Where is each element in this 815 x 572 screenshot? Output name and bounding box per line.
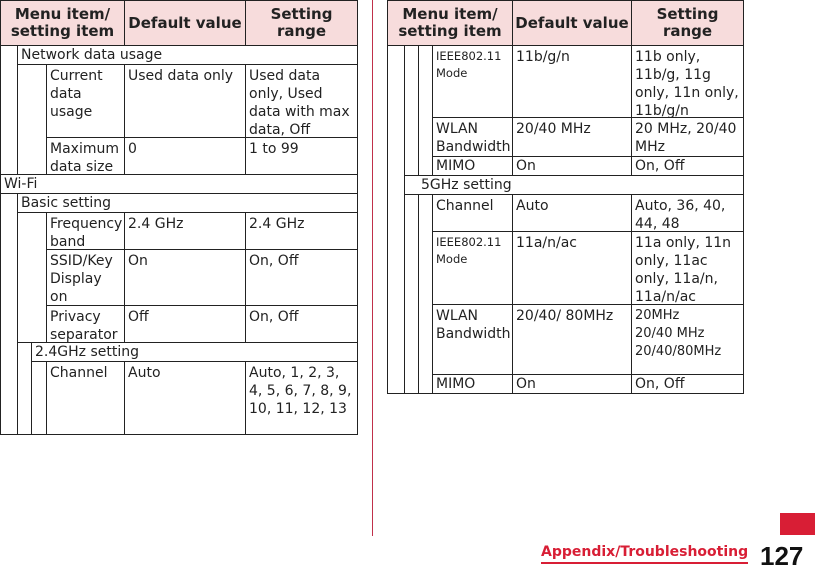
indent-cell: [418, 194, 433, 394]
group-basic-setting: Basic setting: [17, 193, 358, 213]
default-ieee-mode-24ghz: 11b/g/n: [512, 45, 632, 118]
range-wlan-bandwidth-5ghz: [631, 304, 744, 375]
item-ieee-mode-24ghz: IEEE802.11 Mode: [432, 45, 513, 118]
item-privacy-separator: Privacy separator: [46, 305, 125, 343]
range-ieee-mode-5ghz: 11a only, 11n only, 11ac only, 11a/n, 11a/n/ac: [631, 231, 744, 305]
item-current-data-usage: Current data usage: [46, 64, 125, 138]
header-setting-range: Setting range: [245, 0, 358, 46]
indent-cell: [387, 45, 405, 394]
indent-cell: [17, 212, 47, 343]
range-mimo-5ghz: On, Off: [631, 374, 744, 394]
range-ssid-key-display: On, Off: [245, 249, 358, 306]
indent-cell: [404, 45, 419, 176]
default-channel-5ghz: Auto: [512, 194, 632, 232]
range-ieee-mode-24ghz: 11b only, 11b/g, 11g only, 11n only, 11b/g/n: [631, 45, 744, 118]
range-channel-24ghz: Auto, 1, 2, 3, 4, 5, 6, 7, 8, 9, 10, 11, 12, 13: [245, 361, 358, 435]
indent-cell: [404, 194, 419, 394]
item-channel-5ghz: Channel: [432, 194, 513, 232]
range-line: 20MHz: [635, 308, 680, 323]
indent-cell: [0, 193, 18, 435]
header-menu-item: Menu item/ setting item: [387, 0, 513, 46]
item-mimo-5ghz: MIMO: [432, 374, 513, 394]
range-maximum-data-size: 1 to 99: [245, 137, 358, 175]
range-current-data-usage: Used data only, Used data with max data, Off: [245, 64, 358, 138]
header-default-value: Default value: [512, 0, 632, 46]
section-label: Appendix/Troubleshooting: [541, 544, 748, 564]
indent-cell: [31, 361, 47, 435]
default-mimo-5ghz: On: [512, 374, 632, 394]
chapter-tab: [780, 513, 815, 535]
item-wlan-bandwidth-5ghz: WLAN Bandwidth: [432, 304, 513, 375]
indent-cell: [0, 45, 18, 175]
indent-cell: [17, 342, 32, 435]
indent-cell: [17, 64, 47, 175]
item-mimo-24ghz: MIMO: [432, 156, 513, 176]
item-ieee-mode-5ghz: IEEE802.11 Mode: [432, 231, 513, 305]
header-setting-range: Setting range: [631, 0, 744, 46]
page-number: 127: [760, 541, 804, 571]
default-frequency-band: 2.4 GHz: [124, 212, 246, 250]
item-frequency-band: Frequency band: [46, 212, 125, 250]
default-ieee-mode-5ghz: 11a/n/ac: [512, 231, 632, 305]
header-menu-item: Menu item/ setting item: [0, 0, 125, 46]
default-privacy-separator: Off: [124, 305, 246, 343]
default-wlan-bandwidth-24ghz: 20/40 MHz: [512, 117, 632, 157]
range-line: 20/40/80MHz: [635, 344, 722, 359]
range-mimo-24ghz: On, Off: [631, 156, 744, 176]
default-mimo-24ghz: On: [512, 156, 632, 176]
item-ssid-key-display: SSID/Key Display on: [46, 249, 125, 306]
default-channel-24ghz: Auto: [124, 361, 246, 435]
range-line: 20/40 MHz: [635, 326, 705, 341]
default-ssid-key-display: On: [124, 249, 246, 306]
item-maximum-data-size: Maximum data size: [46, 137, 125, 175]
range-wlan-bandwidth-24ghz: 20 MHz, 20/40 MHz: [631, 117, 744, 157]
item-channel-24ghz: Channel: [46, 361, 125, 435]
range-frequency-band: 2.4 GHz: [245, 212, 358, 250]
default-wlan-bandwidth-5ghz: 20/40/ 80MHz: [512, 304, 632, 375]
group-5ghz-setting: 5GHz setting: [404, 175, 744, 195]
group-network-data-usage: Network data usage: [17, 45, 358, 65]
default-current-data-usage: Used data only: [124, 64, 246, 138]
item-wlan-bandwidth-24ghz: WLAN Bandwidth: [432, 117, 513, 157]
indent-cell: [418, 45, 433, 176]
header-default-value: Default value: [124, 0, 246, 46]
range-privacy-separator: On, Off: [245, 305, 358, 343]
default-maximum-data-size: 0: [124, 137, 246, 175]
group-wifi: Wi-Fi: [0, 174, 358, 194]
group-24ghz-setting: 2.4GHz setting: [31, 342, 358, 362]
range-channel-5ghz: Auto, 36, 40, 44, 48: [631, 194, 744, 232]
column-divider: [372, 0, 373, 536]
